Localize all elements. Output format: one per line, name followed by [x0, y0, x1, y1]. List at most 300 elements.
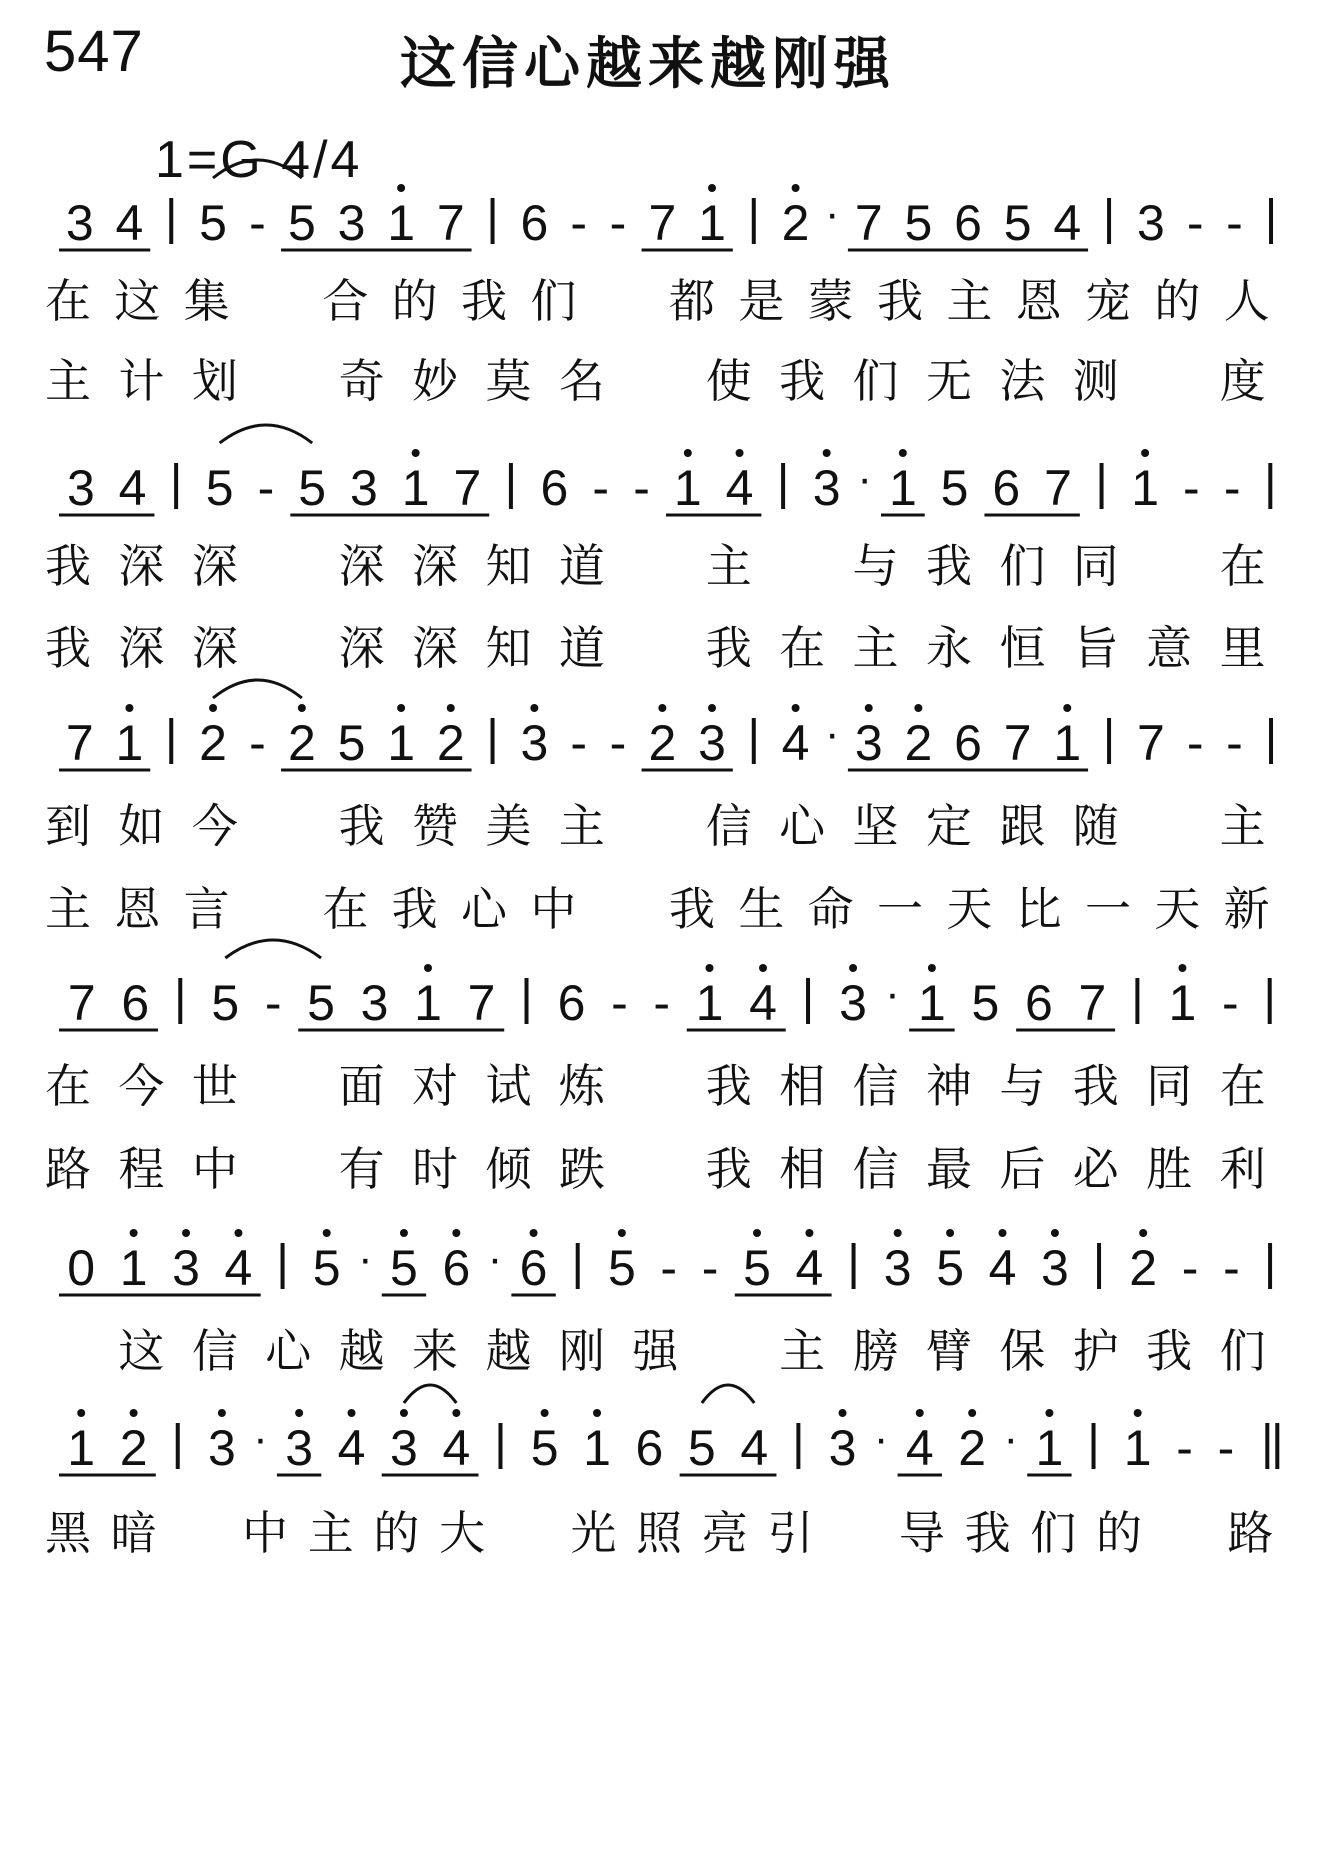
- note: 3: [1041, 1240, 1069, 1296]
- note: 1: [1053, 715, 1082, 771]
- lyric-char: 的: [373, 1506, 420, 1560]
- lyric-char: 主: [852, 621, 899, 675]
- note: 2: [958, 1420, 987, 1476]
- note: 3: [854, 715, 883, 771]
- note: 2: [199, 715, 227, 771]
- note: 5: [307, 975, 335, 1031]
- lyric-char: 们: [852, 354, 899, 408]
- note: 6: [1024, 975, 1053, 1031]
- lyric-char: 法: [999, 354, 1046, 408]
- lyric-char: 我: [338, 799, 385, 853]
- octave-dot: [928, 964, 936, 972]
- lyric-char: 道: [558, 539, 605, 593]
- dash: -: [592, 460, 610, 516]
- dash: -: [611, 975, 628, 1031]
- lyric-char: 光: [570, 1506, 617, 1560]
- lyric-char: 无: [925, 354, 972, 408]
- lyric-char: 神: [925, 1059, 972, 1113]
- lyric-char: 主: [1219, 799, 1266, 853]
- octave-dot: [736, 449, 744, 457]
- lyric-char: 我: [391, 882, 438, 936]
- lyric-char: 主: [779, 1324, 826, 1378]
- lyric-char: 我: [669, 882, 715, 936]
- dot: ·: [357, 1234, 373, 1283]
- note: 4: [337, 1420, 366, 1476]
- notation-system: [59, 680, 1271, 771]
- lyric-char: 在: [1219, 539, 1266, 593]
- note: 3: [285, 1420, 314, 1476]
- note: 6: [992, 460, 1021, 516]
- note: 5: [205, 460, 234, 516]
- note: 3: [839, 975, 867, 1031]
- lyric-char: 妙: [412, 354, 459, 408]
- note: 7: [1044, 460, 1072, 516]
- note: 7: [67, 975, 96, 1031]
- lyric-char: 信: [191, 1324, 238, 1378]
- note: 1: [1131, 460, 1160, 516]
- lyric-char: 信: [852, 1059, 899, 1113]
- slur: [213, 160, 302, 178]
- lyric-char: 宠: [1085, 274, 1131, 328]
- octave-dot: [968, 1409, 976, 1417]
- lyric-char: 臂: [925, 1324, 972, 1378]
- lyric-char: 暗: [110, 1506, 157, 1560]
- note: 4: [988, 1240, 1017, 1296]
- lyric-char: 倾: [485, 1142, 532, 1196]
- dash: -: [609, 195, 627, 251]
- dot: ·: [873, 1414, 889, 1463]
- lyric-char: 跌: [558, 1142, 605, 1196]
- octave-dot: [447, 704, 455, 712]
- lyric-char: 同: [1072, 539, 1119, 593]
- note: 7: [65, 715, 94, 771]
- dash: -: [1186, 195, 1204, 251]
- lyric-char: 使: [705, 354, 752, 408]
- octave-dot: [914, 704, 922, 712]
- octave-dot: [792, 704, 800, 712]
- octave-dot: [708, 184, 716, 192]
- lyric-char: 相: [779, 1059, 826, 1113]
- key-signature: 1=G 4/4: [155, 131, 363, 189]
- octave-dot: [593, 1409, 601, 1417]
- octave-dot: [792, 184, 800, 192]
- lyric-char: 永: [925, 621, 972, 675]
- note: 2: [119, 1420, 148, 1476]
- octave-dot: [77, 1409, 85, 1417]
- lyric-char: 如: [118, 799, 165, 853]
- octave-dot: [618, 1229, 626, 1237]
- dot: ·: [1003, 1414, 1019, 1463]
- note: 1: [119, 1240, 148, 1296]
- octave-dot: [823, 449, 831, 457]
- note: 5: [530, 1420, 559, 1476]
- octave-dot: [1045, 1409, 1053, 1417]
- lyric-char: 刚: [558, 1324, 605, 1378]
- note: 1: [888, 460, 917, 516]
- lyric-char: 天: [946, 882, 993, 936]
- note: 2: [1129, 1240, 1158, 1296]
- lyric-char: 莫: [485, 354, 532, 408]
- octave-dot: [999, 1229, 1007, 1237]
- lyric-char: 我: [1146, 1324, 1193, 1378]
- octave-dot: [759, 964, 767, 972]
- lyric-char: 同: [1146, 1059, 1193, 1113]
- lyric-char: 计: [118, 354, 165, 408]
- note: 4: [442, 1420, 471, 1476]
- dash: -: [660, 1240, 678, 1296]
- lyric-char: 膀: [852, 1324, 899, 1378]
- slur: [213, 680, 302, 698]
- lyric-char: 这: [118, 1324, 165, 1378]
- lyric-char: 美: [485, 799, 532, 853]
- lyric-char: 深: [118, 621, 165, 675]
- lyric-char: 深: [191, 539, 238, 593]
- note: 3: [350, 460, 378, 516]
- octave-dot: [1139, 1229, 1147, 1237]
- lyric-char: 路: [1227, 1506, 1274, 1560]
- note: 2: [781, 195, 810, 251]
- note: 7: [436, 195, 465, 251]
- slur: [702, 1385, 754, 1403]
- lyric-char: 对: [412, 1059, 459, 1113]
- lyric-char: 知: [485, 621, 532, 675]
- slur: [220, 425, 313, 443]
- lyric-char: 试: [485, 1059, 532, 1113]
- lyric-char: 主: [307, 1506, 354, 1560]
- notation-system: [59, 1229, 1270, 1296]
- lyric-char: 在: [45, 274, 91, 328]
- slur: [225, 940, 321, 958]
- octave-dot: [541, 1409, 549, 1417]
- dash: -: [257, 460, 275, 516]
- octave-dot: [530, 704, 538, 712]
- lyric-char: 我: [1072, 1059, 1119, 1113]
- lyric-char: 在: [779, 621, 826, 675]
- lyric-char: 保: [999, 1324, 1046, 1378]
- lyric-char: 我: [877, 274, 923, 328]
- octave-dot: [839, 1409, 847, 1417]
- lyric-char: 中: [242, 1506, 289, 1560]
- dash: -: [653, 975, 670, 1031]
- note: 5: [687, 1420, 716, 1476]
- note: 4: [725, 460, 754, 516]
- note: 4: [224, 1240, 253, 1296]
- lyric-char: 主: [45, 354, 91, 408]
- lyric-char: 胜: [1146, 1142, 1193, 1196]
- lyric-char: 的: [391, 274, 438, 328]
- lyric-char: 深: [118, 539, 165, 593]
- note: 0: [67, 1240, 96, 1296]
- note: 1: [698, 195, 726, 251]
- lyric-char: 恩: [1015, 274, 1062, 328]
- lyric-char: 强: [632, 1324, 679, 1378]
- note: 1: [1123, 1420, 1152, 1476]
- note: 6: [954, 715, 982, 771]
- note: 3: [698, 715, 726, 771]
- note: 2: [648, 715, 677, 771]
- octave-dot: [130, 1409, 138, 1417]
- note: 3: [65, 195, 94, 251]
- note: 1: [1035, 1420, 1064, 1476]
- lyric-char: 最: [925, 1142, 972, 1196]
- lyric-char: 定: [925, 799, 972, 853]
- octave-dot: [400, 1409, 408, 1417]
- lyric-char: 测: [1072, 354, 1119, 408]
- lyric-char: 时: [412, 1142, 459, 1196]
- lyric-char: 深: [338, 539, 385, 593]
- note: 1: [387, 715, 416, 771]
- lyric-char: 集: [183, 274, 230, 328]
- lyric-char: 炼: [558, 1059, 605, 1113]
- dot: ·: [487, 1234, 503, 1283]
- octave-dot: [1141, 449, 1149, 457]
- dot: ·: [824, 189, 840, 238]
- note: 1: [401, 460, 430, 516]
- dash: -: [249, 715, 266, 771]
- note: 3: [883, 1240, 912, 1296]
- note: 5: [971, 975, 1000, 1031]
- octave-dot: [130, 1229, 138, 1237]
- lyric-char: 划: [191, 354, 238, 408]
- note: 1: [917, 975, 946, 1031]
- lyric-char: 坚: [852, 799, 899, 853]
- note: 6: [557, 975, 586, 1031]
- note: 5: [743, 1240, 771, 1296]
- dash: -: [609, 715, 627, 771]
- dash: -: [1186, 715, 1204, 771]
- note: 1: [673, 460, 702, 516]
- octave-dot: [946, 1229, 954, 1237]
- note: 6: [635, 1420, 664, 1476]
- lyric-char: 心: [265, 1324, 312, 1378]
- lyric-char: 们: [530, 274, 577, 328]
- lyric-char: 恩: [114, 882, 161, 936]
- note: 1: [67, 1420, 96, 1476]
- note: 4: [795, 1240, 824, 1296]
- note: 7: [453, 460, 482, 516]
- note: 5: [936, 1240, 965, 1296]
- octave-dot: [849, 964, 857, 972]
- lyric-char: 心: [461, 882, 507, 936]
- lyric-char: 言: [183, 882, 230, 936]
- note: 5: [298, 460, 327, 516]
- lyric-char: 旨: [1072, 621, 1119, 675]
- lyric-char: 人: [1223, 274, 1270, 328]
- lyric-char: 路: [45, 1142, 91, 1196]
- lyric-char: 程: [118, 1142, 165, 1196]
- lyric-char: 主: [45, 882, 91, 936]
- lyric-char: 护: [1072, 1324, 1119, 1378]
- lyric-char: 面: [338, 1059, 385, 1113]
- dash: -: [249, 195, 266, 251]
- lyric-char: 我: [705, 621, 752, 675]
- lyric-char: 利: [1219, 1142, 1266, 1196]
- note: 5: [940, 460, 969, 516]
- note: 2: [436, 715, 465, 771]
- note: 3: [812, 460, 841, 516]
- note: 1: [387, 195, 416, 251]
- lyric-char: 度: [1219, 354, 1266, 408]
- note: 3: [390, 1420, 418, 1476]
- dash: -: [1183, 460, 1200, 516]
- dash: -: [1221, 975, 1239, 1031]
- lyric-char: 深: [412, 621, 459, 675]
- dash: -: [1223, 460, 1241, 516]
- octave-dot: [753, 1229, 761, 1237]
- lyric-char: 与: [999, 1059, 1046, 1113]
- lyric-char: 相: [779, 1142, 826, 1196]
- note: 4: [749, 975, 777, 1031]
- dash: -: [570, 715, 588, 771]
- octave-dot: [1051, 1229, 1059, 1237]
- note: 5: [199, 195, 227, 251]
- note: 7: [1078, 975, 1107, 1031]
- lyric-char: 是: [738, 274, 785, 328]
- lyric-char: 深: [338, 621, 385, 675]
- dash: -: [264, 975, 282, 1031]
- note: 4: [740, 1420, 769, 1476]
- lyric-char: 亮: [701, 1506, 748, 1560]
- lyric-char: 来: [412, 1324, 459, 1378]
- note: 6: [520, 195, 549, 251]
- hymn-number: 547: [44, 19, 144, 84]
- note: 5: [287, 195, 316, 251]
- octave-dot: [218, 1409, 226, 1417]
- note: 5: [1003, 195, 1032, 251]
- lyric-char: 我: [705, 1059, 752, 1113]
- note: 1: [1168, 975, 1197, 1031]
- note: 1: [115, 715, 144, 771]
- lyric-char: 我: [461, 274, 507, 328]
- lyric-char: 都: [669, 274, 715, 328]
- octave-dot: [1134, 1409, 1142, 1417]
- lyric-char: 与: [852, 539, 899, 593]
- lyric-char: 越: [485, 1324, 532, 1378]
- dash: -: [1181, 1240, 1199, 1296]
- lyric-char: 合: [322, 274, 369, 328]
- note: 6: [954, 195, 982, 251]
- lyric-char: 恒: [999, 621, 1046, 675]
- octave-dot: [1178, 964, 1186, 972]
- lyric-char: 信: [852, 1142, 899, 1196]
- note: 6: [519, 1240, 548, 1296]
- lyric-char: 们: [1219, 1324, 1266, 1378]
- octave-dot: [348, 1409, 356, 1417]
- note: 3: [520, 715, 549, 771]
- lyric-char: 大: [439, 1506, 486, 1560]
- lyric-char: 有: [338, 1142, 385, 1196]
- lyric-char: 一: [877, 882, 923, 936]
- lyric-char: 蒙: [807, 274, 854, 328]
- lyric-char: 导: [898, 1506, 945, 1560]
- lyric-char: 这: [114, 274, 161, 328]
- note: 5: [607, 1240, 636, 1296]
- lyric-char: 深: [412, 539, 459, 593]
- dot: ·: [253, 1414, 268, 1463]
- lyric-char: 主: [558, 799, 605, 853]
- note: 6: [442, 1240, 471, 1296]
- octave-dot: [452, 1409, 460, 1417]
- lyric-char: 名: [558, 354, 605, 408]
- lyric-char: 到: [45, 799, 91, 853]
- lyric-char: 我: [964, 1506, 1011, 1560]
- octave-dot: [412, 449, 420, 457]
- note: 5: [312, 1240, 341, 1296]
- octave-dot: [400, 1229, 408, 1237]
- lyric-char: 奇: [338, 354, 385, 408]
- lyric-char: 后: [999, 1142, 1046, 1196]
- octave-dot: [530, 1229, 538, 1237]
- dot: ·: [857, 454, 873, 503]
- note: 1: [414, 975, 442, 1031]
- lyric-char: 命: [807, 882, 854, 936]
- lyric-char: 黑: [45, 1506, 91, 1560]
- octave-dot: [234, 1229, 242, 1237]
- lyric-char: 中: [530, 882, 577, 936]
- note: 1: [695, 975, 724, 1031]
- note: 6: [540, 460, 569, 516]
- dot: ·: [885, 969, 900, 1018]
- octave-dot: [125, 704, 133, 712]
- note: 1: [583, 1420, 611, 1476]
- notation-system: [59, 160, 1271, 251]
- note: 2: [287, 715, 316, 771]
- octave-dot: [708, 704, 716, 712]
- dash: -: [1176, 1420, 1193, 1476]
- lyric-char: 照: [636, 1506, 683, 1560]
- hymn-title: 这信心越来越刚强: [400, 32, 896, 97]
- note: 4: [905, 1420, 934, 1476]
- note: 3: [207, 1420, 236, 1476]
- note: 4: [115, 195, 144, 251]
- note: 7: [1136, 715, 1165, 771]
- note: 5: [904, 195, 933, 251]
- lyric-char: 一: [1085, 882, 1131, 936]
- octave-dot: [397, 184, 405, 192]
- lyric-char: 在: [45, 1059, 91, 1113]
- octave-dot: [658, 704, 666, 712]
- octave-dot: [894, 1229, 902, 1237]
- note: 5: [337, 715, 366, 771]
- lyric-char: 我: [45, 621, 91, 675]
- lyric-char: 世: [191, 1059, 238, 1113]
- lyric-char: 中: [191, 1142, 238, 1196]
- lyric-char: 主: [946, 274, 993, 328]
- lyric-char: 比: [1015, 882, 1062, 936]
- dash: -: [1223, 1240, 1240, 1296]
- lyric-char: 们: [999, 539, 1046, 593]
- lyric-char: 知: [485, 539, 532, 593]
- lyric-char: 跟: [999, 799, 1046, 853]
- lyric-char: 越: [338, 1324, 385, 1378]
- lyric-char: 必: [1072, 1142, 1119, 1196]
- lyric-char: 心: [779, 799, 826, 853]
- lyric-char: 新: [1223, 882, 1270, 936]
- note: 4: [781, 715, 810, 771]
- note: 7: [467, 975, 496, 1031]
- notation-system: [59, 1385, 1277, 1476]
- note: 5: [211, 975, 240, 1031]
- lyric-char: 随: [1072, 799, 1119, 853]
- lyric-char: 赞: [412, 799, 459, 853]
- note: 7: [854, 195, 883, 251]
- octave-dot: [295, 1409, 303, 1417]
- octave-dot: [209, 704, 217, 712]
- note: 4: [118, 460, 147, 516]
- octave-dot: [452, 1229, 460, 1237]
- lyric-char: 引: [767, 1506, 814, 1560]
- slur: [404, 1385, 456, 1403]
